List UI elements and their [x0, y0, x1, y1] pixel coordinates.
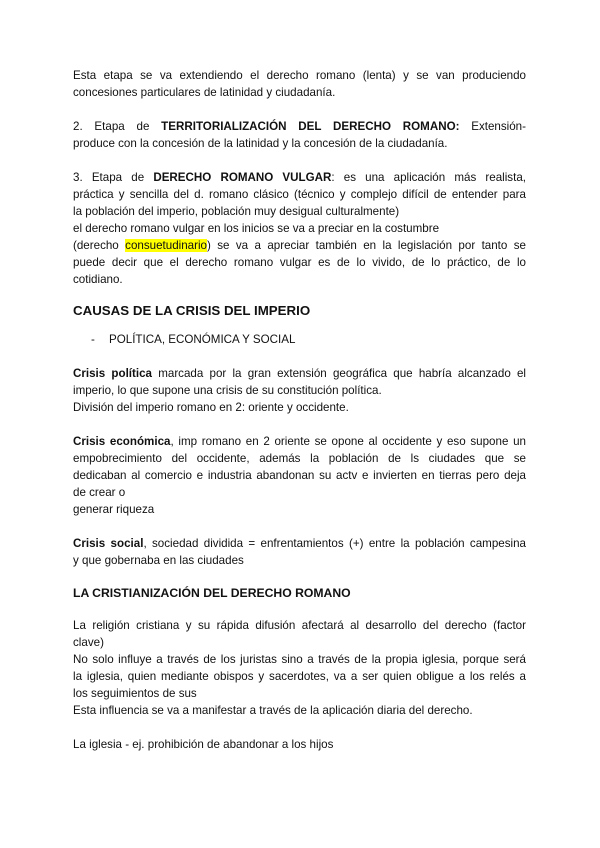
- text-line: División del imperio romano en 2: oriente y occidente.: [73, 401, 349, 414]
- text-line: cotidiano.: [73, 273, 123, 286]
- text-line: produce con la concesión de la latinidad y la concesión de la ciudadanía.: [73, 137, 448, 150]
- paragraph-crisis-economica: [73, 433, 526, 518]
- text-span: (derecho: [73, 239, 126, 252]
- text-line: generar riqueza: [73, 503, 155, 516]
- text-line: Esta etapa se va extendiendo el derecho romano (lenta) y se van produciendo: [73, 69, 526, 82]
- paragraph-vulgar: [73, 169, 526, 288]
- bold-term: Crisis política: [73, 367, 153, 380]
- text-span: 2. Etapa de: [73, 120, 162, 133]
- paragraph-crisis-social: [73, 535, 526, 569]
- highlighted-term: consuetudinario: [125, 239, 207, 252]
- paragraph-territorializacion: [73, 118, 526, 152]
- text-line: imperio, lo que supone una crisis de su constitución política.: [73, 384, 382, 397]
- text-span: , imp romano en 2 oriente se opone al occidente y eso supone un: [170, 435, 526, 448]
- paragraph-cristianizacion: [73, 617, 526, 719]
- text-line-final: La iglesia - ej. prohibición de abandonar a los hijos: [73, 738, 334, 751]
- text-line: [73, 237, 526, 254]
- text-line: [73, 433, 526, 450]
- bold-term: TERRITORIALIZACIÓN DEL DERECHO ROMANO:: [161, 120, 460, 133]
- paragraph-intro: [73, 67, 526, 101]
- text-line: Esta influencia se va a manifestar a través de la aplicación diaria del derecho.: [73, 704, 473, 717]
- document-body: [73, 67, 526, 753]
- text-line: la población del imperio, población muy desigual culturalmente): [73, 205, 400, 218]
- section-heading-causas: CAUSAS DE LA CRISIS DEL IMPERIO: [73, 303, 311, 318]
- text-line: práctica y sencilla del d. romano clásico (técnico y complejo difícil de entender para: [73, 188, 526, 201]
- text-span: marcada por la gran extensión geográfica que habría alcanzado el: [152, 367, 526, 380]
- text-line: y que gobernaba en las ciudades: [73, 554, 244, 567]
- text-line: [73, 118, 526, 135]
- list-item-text: POLÍTICA, ECONÓMICA Y SOCIAL: [109, 333, 296, 346]
- text-span: ) se va a apreciar también en la legislación por tanto se: [207, 239, 526, 252]
- text-line: dedicaban al comercio e industria abandonan su actv e invierten en tierras pero deja: [73, 469, 526, 482]
- text-span: Extensión-: [459, 120, 526, 133]
- text-line: [73, 535, 526, 552]
- text-line: de crear o: [73, 486, 126, 499]
- bold-term: Crisis social: [73, 537, 144, 550]
- text-span: 3. Etapa de: [73, 171, 154, 184]
- text-line: [73, 169, 526, 186]
- paragraph-crisis-politica: [73, 365, 526, 416]
- text-line: la iglesia, quien mediante obispos y sacerdotes, va a ser quien obligue a los relés a: [73, 670, 526, 683]
- section-heading-cristianizacion: LA CRISTIANIZACIÓN DEL DERECHO ROMANO: [73, 586, 351, 600]
- bold-term: Crisis económica: [73, 435, 171, 448]
- list-item: [91, 331, 526, 348]
- text-line: puede decir que el derecho romano vulgar es de lo vivido, de lo práctico, de lo: [73, 256, 526, 269]
- text-line: clave): [73, 636, 104, 649]
- text-line: La religión cristiana y su rápida difusión afectará al desarrollo del derecho (factor: [73, 619, 526, 632]
- text-span: : es una aplicación más realista,: [331, 171, 526, 184]
- text-span: , sociedad dividida = enfrentamientos (+) entre la población campesina: [143, 537, 526, 550]
- text-line: el derecho romano vulgar en los inicios se va a preciar en la costumbre: [73, 222, 440, 235]
- text-line: No solo influye a través de los juristas sino a través de la propia iglesia, porque será: [73, 653, 526, 666]
- bold-term: DERECHO ROMANO VULGAR: [153, 171, 332, 184]
- text-line: los seguimientos de sus: [73, 687, 197, 700]
- text-line: [73, 365, 526, 382]
- text-line: empobrecimiento del occidente, además la población de ls ciudades que se: [73, 452, 526, 465]
- text-line: concesiones particulares de latinidad y ciudadanía.: [73, 86, 336, 99]
- list-bullet: -: [91, 333, 95, 346]
